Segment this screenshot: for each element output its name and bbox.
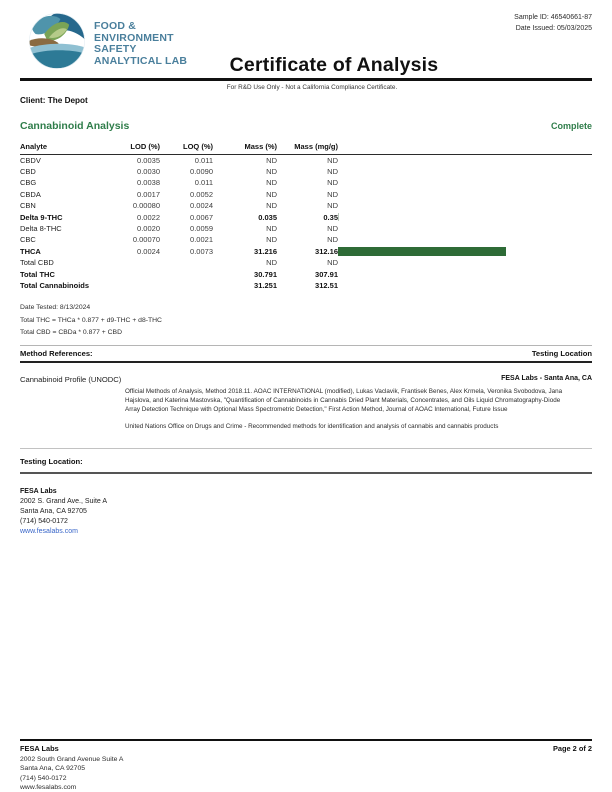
total-cbd-formula: Total CBD = CBDa * 0.877 + CBD	[20, 329, 122, 337]
page-footer	[20, 739, 592, 792]
mass-mg-value: ND	[327, 178, 338, 188]
cannabinoid-section-header	[20, 120, 592, 132]
table-row	[20, 189, 592, 200]
client-name: Client: The Depot	[20, 96, 88, 105]
total-thc-formula: Total THC = THCa * 0.877 + d9-THC + d8-THC	[20, 316, 162, 324]
mass-pct-value: ND	[266, 189, 277, 199]
sample-id: Sample ID: 46540661-87	[514, 14, 592, 21]
table-row	[20, 155, 592, 166]
analyte-name: CBN	[20, 201, 36, 211]
lod-value: 0.00080	[132, 201, 160, 211]
mass-pct-value: ND	[266, 178, 277, 188]
analyte-name: CBG	[20, 178, 37, 188]
lod-value: 0.0022	[137, 212, 160, 222]
testing-location-label: Testing Location	[531, 348, 592, 358]
cannabinoid-table	[20, 142, 592, 291]
testing-location-header	[20, 448, 592, 475]
bar-cell	[338, 280, 592, 291]
mass-mg-value: 312.16	[315, 246, 338, 256]
table-row	[20, 200, 592, 211]
lab-address-line2: Santa Ana, CA 92705	[20, 507, 87, 515]
method-testing-location: FESA Labs - Santa Ana, CA	[501, 374, 592, 382]
status-badge: Complete	[550, 121, 592, 131]
footer-address	[20, 755, 592, 792]
method-description	[125, 387, 572, 431]
method-paragraph-1: Official Methods of Analysis, Method 2018.11. AOAC INTERNATIONAL (modified), Lukas Vaclavik, Frantisek Benes, Alex Krmela, Veronika Svobodova, Jana Hajslova, and Katerina Mastovska, "Quantification of Cannabinoids in Cannabis Dried Plant Materials, Concentrates, and Oils Liquid Chromatography-Diode Array Detection Technique with Optional Mass Spectrometric Detection," First Action Method, Journal of AOAC International, Future Issue	[125, 387, 563, 413]
section-title: Cannabinoid Analysis	[20, 120, 130, 132]
analyte-name: CBDA	[20, 189, 41, 199]
loq-value: 0.011	[194, 155, 213, 165]
lod-value: 0.0017	[137, 189, 160, 199]
loq-value: 0.0067	[190, 212, 213, 222]
mass-mg-value: ND	[327, 167, 338, 177]
loq-value: 0.0024	[190, 201, 213, 211]
bar-cell	[338, 155, 592, 166]
logo-line-2: ENVIRONMENT	[94, 31, 174, 44]
table-row	[20, 257, 592, 268]
footer-website: www.fesalabs.com	[20, 783, 77, 791]
table-row	[20, 234, 592, 245]
analyte-name: THCA	[20, 246, 41, 256]
mass-mg-value: ND	[327, 155, 338, 165]
footer-lab-name: FESA Labs	[20, 744, 59, 753]
table-row-delta9-thc	[20, 211, 592, 222]
lab-website-link[interactable]: www.fesalabs.com	[20, 527, 78, 535]
method-name: Cannabinoid Profile (UNODC)	[20, 374, 122, 384]
col-analyte: Analyte	[20, 142, 115, 155]
sample-info	[514, 13, 592, 34]
bar-cell	[338, 211, 592, 222]
mass-pct-value: ND	[266, 235, 277, 245]
title-divider	[20, 78, 592, 81]
mass-mg-value: ND	[327, 189, 338, 199]
date-tested: Date Tested: 8/13/2024	[20, 304, 91, 312]
bar-cell	[338, 246, 592, 257]
loq-value: 0.011	[194, 178, 213, 188]
footer-address-line1: 2002 South Grand Avenue Suite A	[20, 756, 124, 763]
lod-value	[115, 268, 160, 279]
lab-phone: (714) 540-0172	[20, 517, 68, 525]
bar-cell	[338, 268, 592, 279]
mass-bar	[338, 213, 339, 222]
loq-value: 0.0021	[190, 235, 213, 245]
mass-mg-value: ND	[327, 201, 338, 211]
table-row	[20, 166, 592, 177]
table-header-row	[20, 142, 592, 155]
lab-address-line1: 2002 S. Grand Ave., Suite A	[20, 498, 108, 506]
footer-page-number: Page 2 of 2	[552, 744, 592, 753]
bar-cell	[338, 189, 592, 200]
table-footnotes	[20, 304, 592, 336]
logo-line-4: ANALYTICAL LAB	[94, 54, 188, 67]
loq-value	[160, 268, 213, 279]
col-loq: LOQ (%)	[160, 142, 213, 155]
bar-cell	[338, 257, 592, 268]
analyte-name: Total THC	[20, 269, 55, 279]
footer-phone: (714) 540-0172	[20, 774, 67, 782]
lod-value: 0.0020	[137, 224, 160, 234]
lod-value: 0.00070	[132, 235, 160, 245]
table-row-total-thc	[20, 268, 592, 279]
mass-pct-value: 31.216	[254, 246, 277, 256]
lod-value	[115, 280, 160, 291]
lod-value: 0.0030	[137, 167, 160, 177]
disclaimer-text: For R&D Use Only - Not a California Compliance Certificate.	[226, 84, 398, 91]
mass-mg-value: ND	[327, 258, 338, 268]
bar-cell	[338, 166, 592, 177]
mass-mg-value: 0.35	[323, 212, 338, 222]
analyte-name: Total Cannabinoids	[20, 280, 90, 290]
logo-line-3: SAFETY	[94, 43, 137, 55]
mass-pct-value: ND	[266, 201, 277, 211]
analyte-name: CBDV	[20, 155, 41, 165]
bar-cell	[338, 177, 592, 188]
lod-value: 0.0038	[137, 178, 160, 188]
analyte-name: Total CBD	[20, 258, 54, 268]
col-mass-pct: Mass (%)	[213, 142, 277, 155]
mass-pct-value: ND	[266, 258, 277, 268]
mass-pct-value: 31.251	[254, 280, 277, 290]
date-issued: Date Issued: 05/03/2025	[515, 24, 592, 32]
col-lod: LOD (%)	[115, 142, 160, 155]
lab-name: FESA Labs	[20, 488, 57, 496]
testing-location-details	[20, 487, 592, 536]
footer-address-line2: Santa Ana, CA 92705	[20, 765, 86, 773]
bar-cell	[338, 223, 592, 234]
mass-pct-value: 30.791	[254, 269, 277, 279]
loq-value	[160, 257, 213, 268]
table-row	[20, 177, 592, 188]
analyte-name: Delta 9-THC	[20, 212, 63, 222]
header	[0, 0, 612, 78]
page-title: Certificate of Analysis	[229, 54, 439, 76]
mass-pct-value: ND	[266, 224, 277, 234]
analyte-name: CBD	[20, 167, 36, 177]
mass-mg-value: ND	[327, 224, 338, 234]
method-paragraph-2: United Nations Office on Drugs and Crime - Recommended methods for identification and analysis of cannabis and cannabis products	[125, 422, 499, 430]
table-row	[20, 223, 592, 234]
bar-cell	[338, 234, 592, 245]
col-mass-mg: Mass (mg/g)	[277, 142, 338, 155]
analyte-name: Delta 8-THC	[20, 224, 62, 234]
mass-pct-value: ND	[266, 155, 277, 165]
col-bar-area	[338, 142, 592, 155]
mass-bar	[338, 247, 506, 256]
testing-location-title: Testing Location:	[20, 457, 83, 467]
mass-pct-value: 0.035	[258, 212, 277, 222]
lod-value: 0.0024	[137, 246, 160, 256]
loq-value: 0.0090	[190, 167, 213, 177]
method-references-header	[20, 345, 592, 363]
mass-pct-value: ND	[266, 167, 277, 177]
table-row-thca	[20, 246, 592, 257]
method-row	[20, 375, 592, 384]
mass-mg-value: ND	[327, 235, 338, 245]
lod-value: 0.0035	[137, 155, 160, 165]
loq-value	[160, 280, 213, 291]
mass-mg-value: 312.51	[315, 280, 338, 290]
loq-value: 0.0052	[190, 189, 213, 199]
bar-cell	[338, 200, 592, 211]
table-row-total-cannabinoids	[20, 280, 592, 291]
logo-line-1: FOOD &	[94, 20, 137, 32]
lod-value	[115, 257, 160, 268]
method-references-label: Method References:	[20, 348, 93, 358]
analyte-name: CBC	[20, 235, 36, 245]
loq-value: 0.0059	[190, 224, 213, 234]
mass-mg-value: 307.91	[315, 269, 338, 279]
loq-value: 0.0073	[190, 246, 213, 256]
